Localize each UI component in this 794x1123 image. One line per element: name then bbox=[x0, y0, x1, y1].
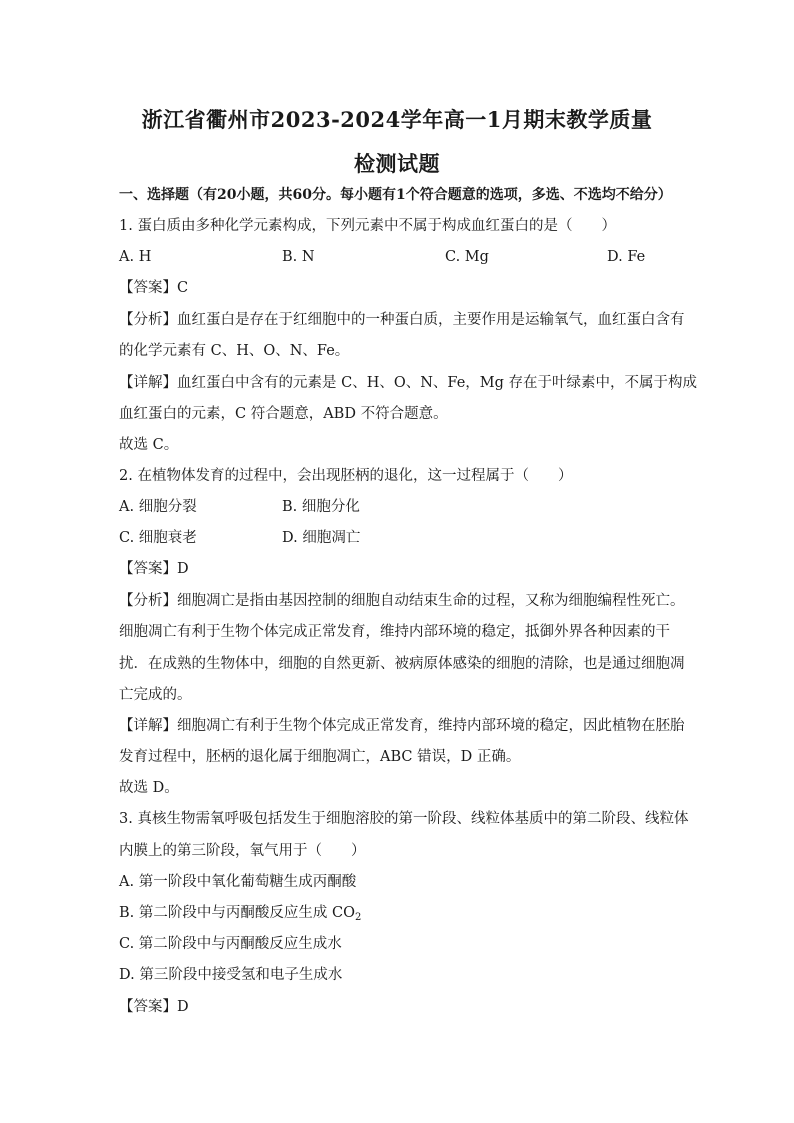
q3-option-a: A. 第一阶段中氧化葡萄糖生成丙酮酸 bbox=[119, 874, 357, 890]
q1-conclusion: 故选 C。 bbox=[119, 437, 179, 453]
q3-option-c: C. 第二阶段中与丙酮酸反应生成水 bbox=[119, 936, 342, 952]
q2-analysis-line-4: 亡完成的。 bbox=[119, 687, 192, 703]
q1-stem: 1. 蛋白质由多种化学元素构成，下列元素中不属于构成血红蛋白的是（ ） bbox=[119, 218, 616, 234]
q2-answer: 【答案】D bbox=[119, 561, 189, 577]
q1-option-c: C. Mg bbox=[445, 249, 489, 265]
q2-option-d: D. 细胞凋亡 bbox=[282, 530, 361, 546]
q2-stem: 2. 在植物体发育的过程中，会出现胚柄的退化，这一过程属于（ ） bbox=[119, 468, 573, 484]
q2-option-c: C. 细胞衰老 bbox=[119, 530, 197, 546]
q2-analysis-line-3: 扰．在成熟的生物体中，细胞的自然更新、被病原体感染的细胞的清除，也是通过细胞凋 bbox=[119, 656, 685, 672]
q3-option-d: D. 第三阶段中接受氢和电子生成水 bbox=[119, 967, 343, 983]
q1-option-d: D. Fe bbox=[607, 249, 646, 265]
q1-answer: 【答案】C bbox=[119, 280, 189, 296]
q2-detail-line-1: 【详解】细胞凋亡有利于生物个体完成正常发育，维持内部环境的稳定，因此植物在胚胎 bbox=[119, 718, 685, 734]
q1-option-a: A. H bbox=[119, 249, 152, 265]
document-subtitle: 检测试题 bbox=[354, 151, 440, 176]
q3-option-b-text: B. 第二阶段中与丙酮酸反应生成 CO bbox=[119, 905, 355, 921]
q1-detail-line-1: 【详解】血红蛋白中含有的元素是 C、H、O、N、Fe，Mg 存在于叶绿素中，不属于构成 bbox=[119, 375, 698, 391]
q3-option-b-subscript: 2 bbox=[354, 912, 362, 923]
document-title: 浙江省衢州市2023-2024学年高一1月期末教学质量 bbox=[141, 107, 653, 132]
q2-analysis-line-1: 【分析】细胞凋亡是指由基因控制的细胞自动结束生命的过程，又称为细胞编程性死亡。 bbox=[119, 593, 685, 609]
q3-answer: 【答案】D bbox=[119, 999, 189, 1015]
q3-stem-line-2: 内膜上的第三阶段，氧气用于（ ） bbox=[119, 843, 366, 859]
section-heading: 一、选择题（有20小题，共60分。每小题有1个符合题意的选项，多选、不选均不给分） bbox=[119, 187, 672, 203]
q3-stem-line-1: 3. 真核生物需氧呼吸包括发生于细胞溶胶的第一阶段、线粒体基质中的第二阶段、线粒体 bbox=[119, 811, 689, 827]
q1-analysis-line-2: 的化学元素有 C、H、O、N、Fe。 bbox=[119, 343, 350, 359]
q2-option-a: A. 细胞分裂 bbox=[119, 499, 197, 515]
q1-detail-line-2: 血红蛋白的元素，C 符合题意，ABD 不符合题意。 bbox=[119, 406, 448, 422]
q2-detail-line-2: 发育过程中，胚柄的退化属于细胞凋亡，ABC 错误，D 正确。 bbox=[119, 749, 521, 765]
q1-option-b: B. N bbox=[282, 249, 315, 265]
q3-option-b bbox=[119, 904, 361, 927]
q1-analysis-line-1: 【分析】血红蛋白是存在于红细胞中的一种蛋白质，主要作用是运输氧气，血红蛋白含有 bbox=[119, 312, 685, 328]
q2-analysis-line-2: 细胞凋亡有利于生物个体完成正常发育，维持内部环境的稳定，抵御外界各种因素的干 bbox=[119, 624, 670, 640]
q2-conclusion: 故选 D。 bbox=[119, 780, 179, 796]
q2-option-b: B. 细胞分化 bbox=[282, 499, 360, 515]
